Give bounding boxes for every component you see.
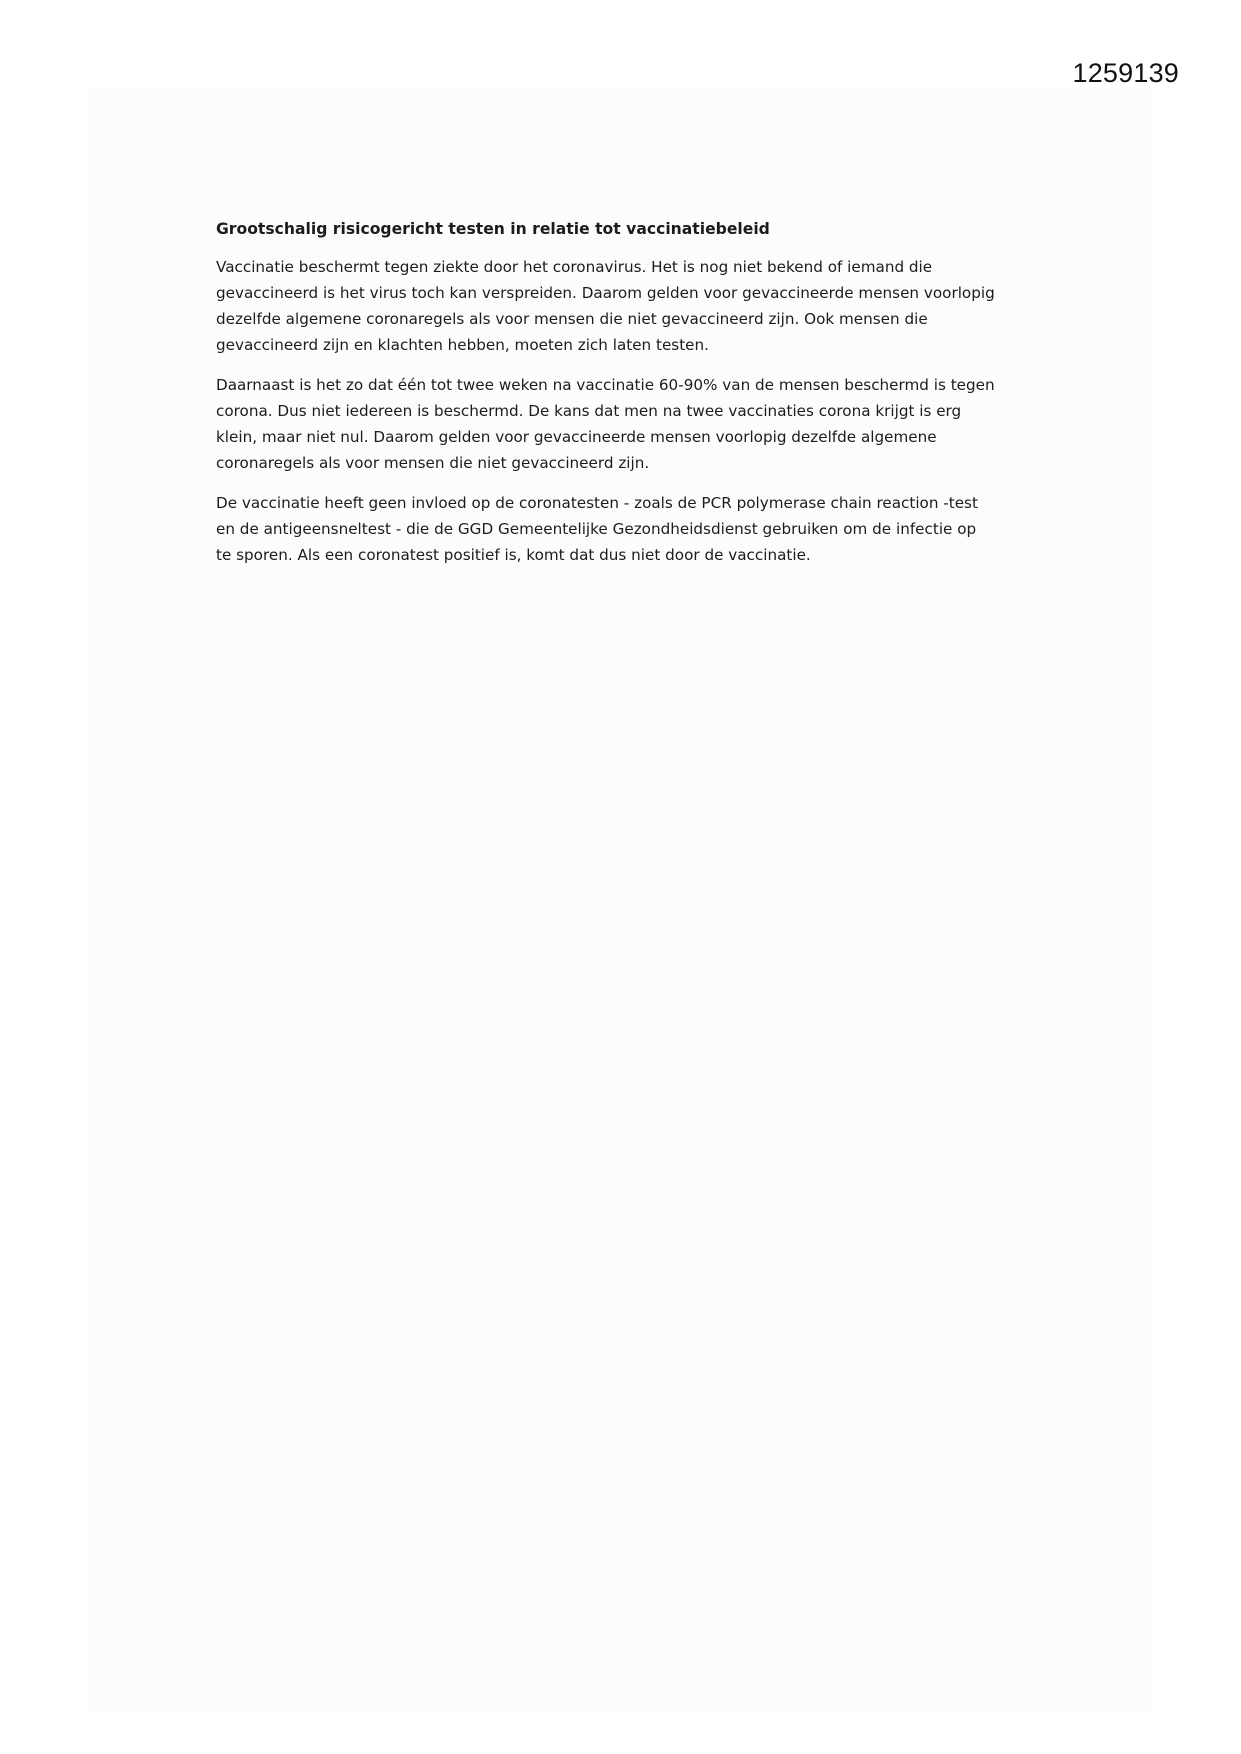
document-title: Grootschalig risicogericht testen in relatie tot vaccinatiebeleid xyxy=(216,220,770,238)
text-line: corona. Dus niet iedereen is beschermd. De kans dat men na twee vaccinaties corona krijgt is erg xyxy=(216,402,962,420)
text-line: Vaccinatie beschermt tegen ziekte door het coronavirus. Het is nog niet bekend of iemand die xyxy=(216,258,933,276)
text-line: De vaccinatie heeft geen invloed op de coronatesten - zoals de PCR polymerase chain reaction -test xyxy=(216,494,978,512)
text-line: coronaregels als voor mensen die niet gevaccineerd zijn. xyxy=(216,454,650,472)
document-id-number: 1259139 xyxy=(1072,58,1179,88)
text-line: en de antigeensneltest - die de GGD Gemeentelijke Gezondheidsdienst gebruiken om de infectie op xyxy=(216,520,977,538)
text-line: klein, maar niet nul. Daarom gelden voor gevaccineerde mensen voorlopig dezelfde algemene xyxy=(216,428,937,446)
text-line: gevaccineerd is het virus toch kan verspreiden. Daarom gelden voor gevaccineerde mensen voorlopig xyxy=(216,284,995,302)
text-line: te sporen. Als een coronatest positief is, komt dat dus niet door de vaccinatie. xyxy=(216,546,811,564)
paragraph-vaccination-protection xyxy=(216,254,1036,358)
document-body xyxy=(216,216,1036,582)
text-line: Daarnaast is het zo dat één tot twee weken na vaccinatie 60-90% van de mensen beschermd is tegen xyxy=(216,376,995,394)
text-line: dezelfde algemene coronaregels als voor mensen die niet gevaccineerd zijn. Ook mensen die xyxy=(216,310,928,328)
text-line: gevaccineerd zijn en klachten hebben, moeten zich laten testen. xyxy=(216,336,709,354)
paragraph-test-influence xyxy=(216,490,1036,568)
paragraph-effectiveness xyxy=(216,372,1036,476)
